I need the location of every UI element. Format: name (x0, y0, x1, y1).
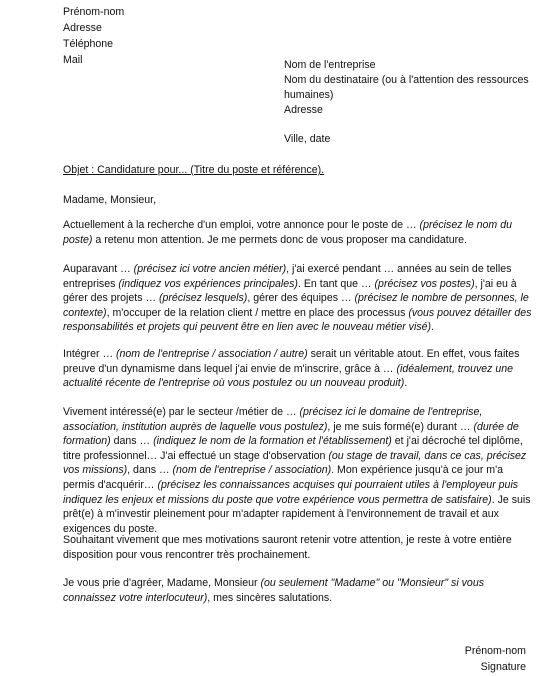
placeholder-hint: (précisez vos postes) (374, 277, 475, 290)
placeholder-hint: (nom de l'entreprise / association / autre) (116, 348, 308, 360)
placeholder-hint: (ou seulement "Madame" ou "Monsieur" si vous connaissez votre interlocuteur) (63, 577, 485, 604)
recipient-block (284, 58, 554, 118)
paragraph-text: serait un véritable atout. En effet, vous faites preuve d'un dynamisme dans lequel j'ai envie de m'inscrire, grâce à … (63, 348, 520, 375)
recipient-addressee: Nom du destinataire (ou à l'attention des ressources humaines) (284, 74, 529, 101)
paragraph-experience (63, 262, 533, 335)
recipient-address: Adresse (284, 104, 323, 116)
placeholder-hint: (précisez ici votre ancien métier) (133, 263, 287, 275)
place-date: Ville, date (284, 133, 331, 145)
paragraph-text: Vivement intéressé(e) par le secteur /métier de … (63, 406, 300, 418)
paragraph-text: Intégrer … (63, 348, 116, 360)
placeholder-hint: (ou stage de travail, dans ce cas, précisez vos missions) (63, 449, 527, 477)
subject-line: Objet : Candidature pour... (Titre du poste et référence). (63, 164, 325, 176)
paragraph-text: . En tant que … (297, 277, 375, 290)
paragraph-motivation (63, 533, 533, 562)
placeholder-hint: (précisez les connaissances acquises qui pourraient utiles à l'employeur puis indiquez les enjeux et missions du poste que votre expérience vous permettra de satisfaire) (63, 478, 519, 506)
sender-address: Adresse (63, 22, 102, 34)
paragraph-text: , je me suis formé(e) durant … (327, 420, 474, 433)
paragraph-text: . (431, 321, 435, 334)
placeholder-hint: (indiquez le nom de la formation et l'établissement) (153, 435, 392, 448)
signoff-name: Prénom-nom (464, 645, 526, 657)
placeholder-hint: (précisez ici le domaine de l'entreprise, association, institution auprès de laquelle vous postulez) (63, 406, 483, 433)
paragraph-text: Je vous prie d'agréer, Madame, Monsieur (63, 577, 261, 589)
signoff-block (465, 643, 526, 675)
paragraph-text: a retenu mon attention. Je me permets donc de vous proposer ma candidature. (92, 233, 467, 246)
sender-name: Prénom-nom (63, 6, 125, 18)
recipient-company: Nom de l'entreprise (284, 59, 376, 71)
placeholder-hint: (précisez lesquels) (158, 292, 248, 305)
placeholder-hint: (durée de formation) (63, 420, 519, 448)
paragraph-text: , j'ai eu à gérer des projets … (63, 277, 517, 305)
paragraph-text: . Je suis prêt(e) à m'investir pleinement pour m'adapter rapidement à l'environnement de travail et aux exigences du poste. (63, 493, 531, 535)
placeholder-hint: (idéalement, trouvez une actualité récente de l'entreprise où vous postulez ou un nouveau produit) (63, 362, 514, 390)
paragraph-text: dans … (110, 435, 154, 448)
paragraph-text: et j'ai décroché tel diplôme, titre professionnel… J'ai effectué un stage d'observation (63, 435, 523, 462)
sender-mail: Mail (63, 54, 83, 66)
placeholder-hint: (indiquez vos expériences principales) (118, 277, 298, 290)
paragraph-text: , j'ai exercé pendant … années au sein de telles entreprises (63, 263, 512, 290)
salutation: Madame, Monsieur, (63, 194, 157, 206)
paragraph-text: . Mon expérience jusqu'à ce jour m'a permis d'acquérir… (63, 464, 504, 491)
paragraph-closing (63, 576, 533, 605)
paragraph-text: Souhaitant vivement que mes motivations sauront retenir votre attention, je reste à votre entière disposition pour vous rencontrer très prochainement. (63, 534, 512, 561)
paragraph-text: , gérer des équipes … (247, 292, 355, 305)
placeholder-hint: (précisez le nom du poste) (63, 219, 512, 246)
sender-phone: Téléphone (63, 38, 114, 50)
paragraph-text: . (404, 377, 408, 390)
paragraph-text: , mes sincères salutations. (207, 591, 333, 604)
placeholder-hint: (nom de l'entreprise / association) (172, 464, 332, 477)
paragraph-text: , m'occuper de la relation client / mettre en place des processus (106, 306, 409, 319)
signoff-signature: Signature (480, 661, 526, 673)
paragraph-intro (63, 218, 533, 247)
sender-block (63, 4, 124, 68)
paragraph-text: Actuellement à la recherche d'un emploi, votre annonce pour le poste de … (63, 219, 420, 231)
paragraph-text: , dans … (127, 464, 173, 477)
paragraph-text: Auparavant … (63, 263, 134, 275)
paragraph-company (63, 347, 533, 391)
paragraph-training (63, 405, 533, 536)
placeholder-hint: (vous pouvez détailler des responsabilités et projets qui peuvent être en lien avec le nouveau métier visé) (63, 306, 532, 334)
placeholder-hint: (précisez le nombre de personnes, le contexte) (63, 292, 529, 319)
